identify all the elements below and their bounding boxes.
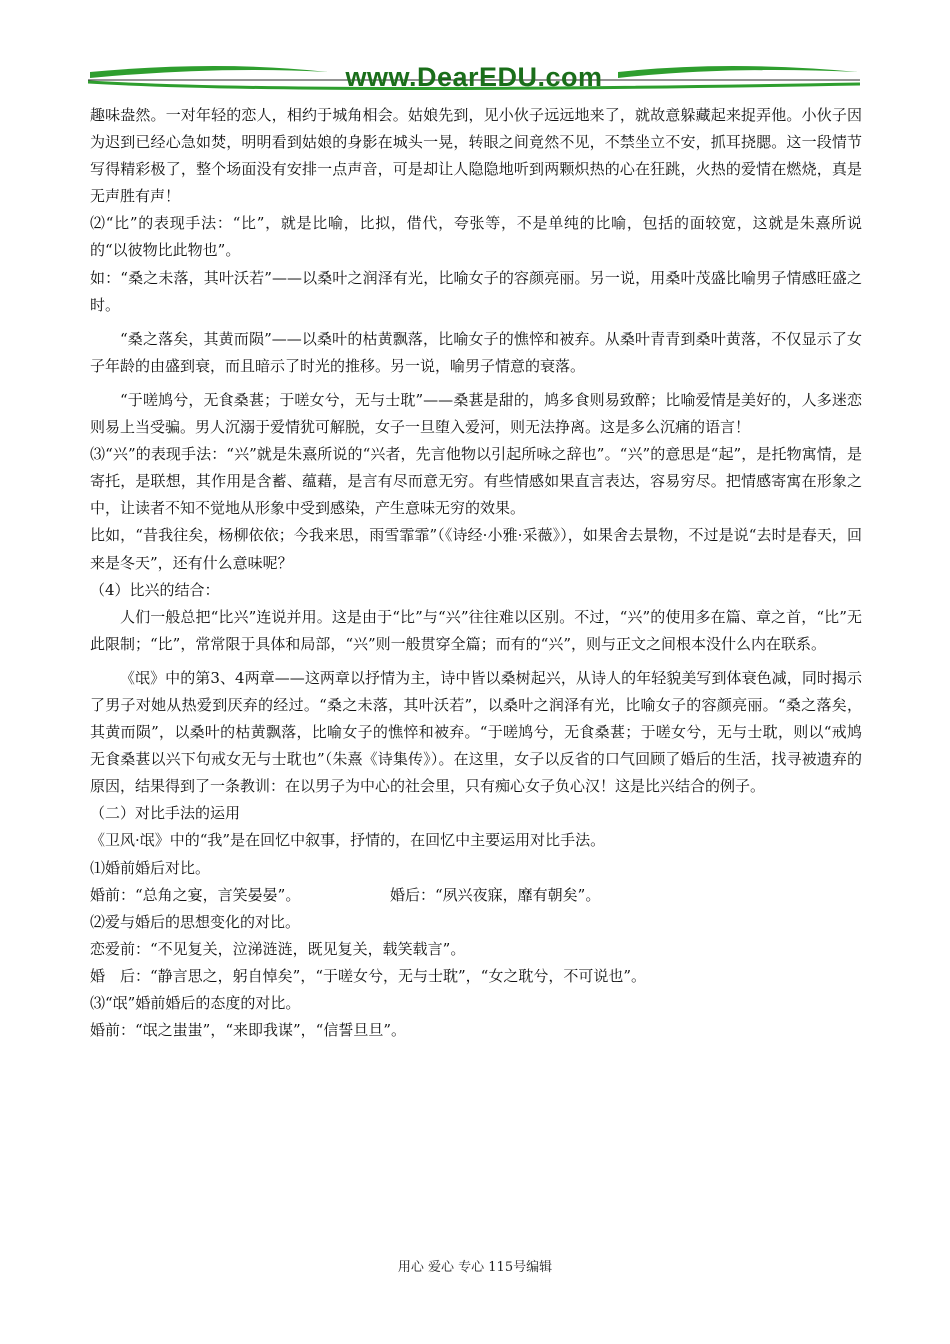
paragraph: 比如，“昔我往矣，杨柳依依；今我来思，雨雪霏霏”（《诗经·小雅·采薇》），如果舍去景物，不过是说“去时是春天，回来是冬天”，还有什么意味呢？ [90,526,863,572]
paragraph: ⑴婚前婚后对比。 [90,858,211,877]
page-footer: 用心 爱心 专心 115号编辑 [397,1260,553,1275]
paragraph: “桑之落矣，其黄而陨”——以桑叶的枯黄飘落，比喻女子的憔悴和被弃。从桑叶青青到桑叶黄落，不仅显示了女子年龄的由盛到衰，而且暗示了时光的推移。另一说，喻男子情意的衰落。 [90,329,862,375]
paragraph: 《氓》中的第3、4两章——这两章以抒情为主，诗中皆以桑树起兴，从诗人的年轻貌美写到体衰色减，同时揭示了男子对她从热爱到厌弃的经过。“桑之未落，其叶沃若”，以桑叶之润泽有光，比喻女子的容颜亮丽。“桑之落矣，其黄而陨”，以桑叶的枯黄飘落，比喻女子的憔悴和被弃。“于嗟鸠兮，无食桑葚；于嗟女兮，无与士耽，则以“戒鸠无食桑葚以兴下句戒女无与士耽也”（朱熹《诗集传》）。在这里，女子以反省的口气回顾了婚后的生活，找寻被遗弃的原因，结果得到了一条教训：在以男子为中心的社会里，只有痴心女子负心汉！这是比兴结合的例子。 [90,668,862,796]
paragraph: 婚 后：“静言思之，躬自悼矣”，“于嗟女兮，无与士耽”，“女之耽兮，不可说也”。 [90,966,647,985]
paragraph: 如：“桑之未落，其叶沃若”——以桑叶之润泽有光，比喻女子的容颜亮丽。另一说，用桑叶茂盛比喻男子情感旺盛之时。 [90,268,862,314]
paragraph: ⑵爱与婚后的思想变化的对比。 [90,912,301,931]
paragraph: “于嗟鸠兮，无食桑葚；于嗟女兮，无与士耽”——桑葚是甜的，鸠多食则易致醉；比喻爱情是美好的，人多迷恋则易上当受骗。男人沉溺于爱情犹可解脱，女子一旦堕入爱河，则无法挣离。这是多么沉痛的语言！ [90,390,862,437]
comparison-before: 婚前：“总角之宴，言笑晏晏”。 [90,885,301,904]
paragraph: 《卫风·氓》中的“我”是在回忆中叙事，抒情的，在回忆中主要运用对比手法。 [90,831,606,850]
paragraph: 趣味盎然。一对年轻的恋人，相约于城角相会。姑娘先到，见小伙子远远地来了，就故意躲藏起来捉弄他。小伙子因为迟到已经心急如焚，明明看到姑娘的身影在城头一晃，转眼之间竟然不见，不禁坐立不安，抓耳挠腮。这一段情节写得精彩极了，整个场面没有安排一点声音，可是却让人隐隐地听到两颗炽热的心在狂跳，火热的爱情在燃烧，真是无声胜有声！ [90,106,862,206]
comparison-line [90,882,862,909]
page-header [88,58,860,98]
section-heading: （4）比兴的结合： [90,580,220,599]
document-body [90,102,862,1044]
paragraph: ⑶“氓”婚前婚后的态度的对比。 [90,994,301,1012]
paragraph: 婚前：“氓之蚩蚩”，“来即我谋”，“信誓旦旦”。 [90,1021,407,1040]
paragraph: 恋爱前：“不见复关，泣涕涟涟，既见复关，载笑载言”。 [90,939,466,958]
paragraph: ⑶“兴”的表现手法：“兴”就是朱熹所说的“兴者，先言他物以引起所咏之辞也”。“兴”的意思是“起”，是托物寓情，是寄托，是联想，其作用是含蓄、蕴藉，是言有尽而意无穷。有些情感如果直言表达，容易穷尽。把情感寄寓在形象之中，让读者不知不觉地从形象中受到感染，产生意味无穷的效果。 [90,445,862,518]
comparison-after: 婚后：“夙兴夜寐，靡有朝矣”。 [390,885,601,904]
paragraph: ⑵“比”的表现手法：“比”，就是比喻，比拟，借代，夸张等，不是单纯的比喻，包括的面较宽，这就是朱熹所说的“以彼物比此物也”。 [90,214,862,260]
paragraph: 人们一般总把“比兴”连说并用。这是由于“比”与“兴”往往难以区别。不过，“兴”的使用多在篇、章之首，“比”无此限制；“比”，常常限于具体和局部，“兴”则一般贯穿全篇；而有的“兴”，则与正文之间根本没什么内在联系。 [90,607,862,653]
section-heading: （二）对比手法的运用 [90,804,241,823]
site-logo[interactable]: www.DearEDU.com [345,62,603,92]
